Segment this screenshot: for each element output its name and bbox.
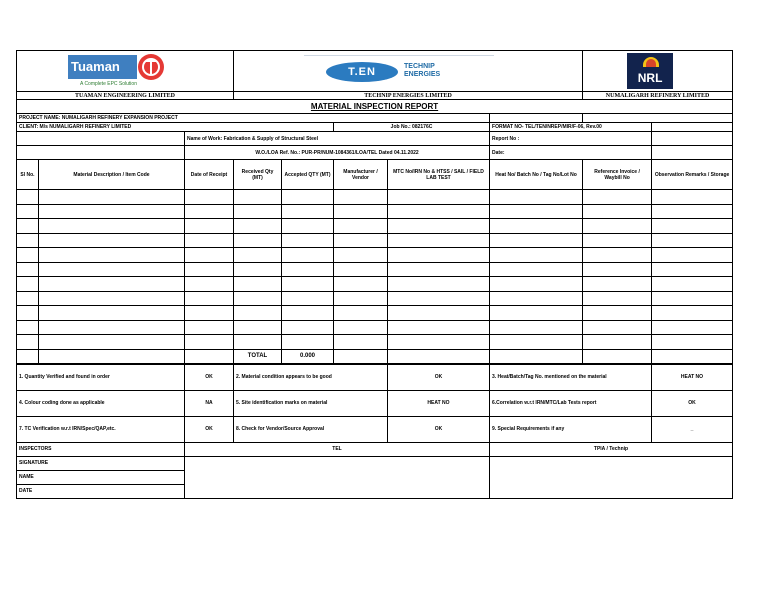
table-cell[interactable] bbox=[282, 219, 334, 234]
table-row bbox=[17, 204, 733, 219]
tuaman-emblem-icon bbox=[138, 54, 164, 80]
table-cell[interactable] bbox=[185, 190, 234, 205]
table-cell[interactable] bbox=[490, 320, 583, 335]
table-cell[interactable] bbox=[583, 306, 652, 321]
table-cell[interactable] bbox=[334, 277, 388, 292]
tel-label: TEL bbox=[185, 442, 490, 456]
table-cell[interactable] bbox=[583, 277, 652, 292]
checklist-row bbox=[17, 364, 733, 390]
table-cell[interactable] bbox=[583, 219, 652, 234]
table-row bbox=[17, 233, 733, 248]
table-row bbox=[17, 277, 733, 292]
column-header: MTC No/IRN No & HTSS / SAIL / FIELD LAB TEST bbox=[388, 160, 490, 190]
table-cell[interactable] bbox=[185, 277, 234, 292]
table-cell[interactable] bbox=[334, 306, 388, 321]
table-cell[interactable] bbox=[334, 320, 388, 335]
table-cell[interactable] bbox=[39, 190, 185, 205]
checklist-item: 5. Site identification marks on material bbox=[234, 390, 388, 416]
table-cell[interactable] bbox=[388, 219, 490, 234]
column-header: Received Qty (MT) bbox=[234, 160, 282, 190]
tuaman-logo-word: Tuaman bbox=[68, 55, 137, 79]
table-cell[interactable] bbox=[185, 248, 234, 263]
table-cell[interactable] bbox=[334, 233, 388, 248]
tel-signoff-box[interactable] bbox=[185, 456, 490, 498]
table-cell[interactable] bbox=[39, 233, 185, 248]
table-cell[interactable] bbox=[334, 248, 388, 263]
table-cell[interactable] bbox=[583, 233, 652, 248]
job-number: Job No.: 082176C bbox=[334, 123, 490, 132]
table-cell[interactable] bbox=[282, 291, 334, 306]
table-cell[interactable] bbox=[583, 291, 652, 306]
tpia-signoff-box[interactable] bbox=[490, 456, 733, 498]
table-cell[interactable] bbox=[490, 335, 583, 350]
table-cell[interactable] bbox=[39, 262, 185, 277]
table-cell[interactable] bbox=[583, 248, 652, 263]
table-cell[interactable] bbox=[388, 233, 490, 248]
table-cell[interactable] bbox=[282, 233, 334, 248]
tuaman-caption: TUAMAN ENGINEERING LIMITED bbox=[17, 92, 234, 100]
table-cell[interactable] bbox=[282, 306, 334, 321]
table-cell[interactable] bbox=[334, 190, 388, 205]
inspection-report-sheet bbox=[16, 50, 732, 499]
table-cell[interactable] bbox=[490, 262, 583, 277]
checklist-item: 4. Colour coding done as applicable bbox=[17, 390, 185, 416]
tuaman-tagline: A Complete EPC Solution bbox=[80, 81, 137, 87]
material-rows bbox=[17, 190, 733, 350]
table-cell[interactable] bbox=[583, 204, 652, 219]
table-cell[interactable] bbox=[39, 277, 185, 292]
table-cell[interactable] bbox=[39, 219, 185, 234]
table-cell[interactable] bbox=[334, 262, 388, 277]
column-header: Heat No/ Batch No / Tag No/Lot No bbox=[490, 160, 583, 190]
table-cell[interactable] bbox=[490, 233, 583, 248]
table-cell[interactable] bbox=[39, 320, 185, 335]
checklist-value: HEAT NO bbox=[388, 390, 490, 416]
checklist-item: 9. Special Requirements if any bbox=[490, 416, 652, 442]
table-cell[interactable] bbox=[185, 262, 234, 277]
project-name: PROJECT NAME: NUMALIGARH REFINERY EXPANSION PROJECT bbox=[17, 114, 490, 123]
table-cell[interactable] bbox=[282, 204, 334, 219]
report-table bbox=[16, 50, 733, 364]
name-label: NAME bbox=[17, 470, 185, 484]
checklist-item: 8. Check for Vendor/Source Approval bbox=[234, 416, 388, 442]
table-cell[interactable] bbox=[39, 204, 185, 219]
table-cell[interactable] bbox=[234, 306, 282, 321]
wo-reference: W.O./LOA Ref. No.: PUR-PR/NUM-1084361/LOA/TEL Dated 04.11.2022 bbox=[185, 146, 490, 160]
report-number: Report No : bbox=[490, 132, 652, 146]
table-cell[interactable] bbox=[282, 190, 334, 205]
table-cell[interactable] bbox=[282, 248, 334, 263]
checklist-value: NA bbox=[185, 390, 234, 416]
report-title: MATERIAL INSPECTION REPORT bbox=[17, 100, 733, 114]
checklist-value: OK bbox=[388, 416, 490, 442]
column-header: Observation Remarks / Storage bbox=[652, 160, 733, 190]
total-label: TOTAL bbox=[234, 349, 282, 363]
table-cell[interactable] bbox=[490, 291, 583, 306]
table-cell[interactable] bbox=[17, 248, 39, 263]
table-cell[interactable] bbox=[388, 320, 490, 335]
table-row bbox=[17, 190, 733, 205]
column-header: Accepted QTY (MT) bbox=[282, 160, 334, 190]
table-cell[interactable] bbox=[234, 335, 282, 350]
table-cell[interactable] bbox=[185, 219, 234, 234]
technip-logo-word: T.EN bbox=[326, 62, 398, 82]
table-cell[interactable] bbox=[17, 190, 39, 205]
inspectors-label: INSPECTORS bbox=[17, 442, 185, 456]
technip-caption: TECHNIP ENERGIES LIMITED bbox=[234, 92, 583, 100]
table-cell[interactable] bbox=[652, 233, 733, 248]
table-cell[interactable] bbox=[583, 190, 652, 205]
nrl-caption: NUMALIGARH REFINERY LIMITED bbox=[583, 92, 733, 100]
date-label: DATE bbox=[17, 484, 185, 498]
checklist-item: 7. TC Verification w.r.t IRN/Spec/QAP,etc. bbox=[17, 416, 185, 442]
checklist-value: OK bbox=[388, 364, 490, 390]
table-cell[interactable] bbox=[388, 335, 490, 350]
table-cell[interactable] bbox=[282, 335, 334, 350]
total-value: 0.000 bbox=[282, 349, 334, 363]
table-cell[interactable] bbox=[17, 320, 39, 335]
table-cell[interactable] bbox=[583, 320, 652, 335]
table-cell[interactable] bbox=[17, 219, 39, 234]
tpia-label: TPIA / Technip bbox=[490, 442, 733, 456]
table-cell[interactable] bbox=[388, 277, 490, 292]
table-cell[interactable] bbox=[17, 335, 39, 350]
table-cell[interactable] bbox=[490, 190, 583, 205]
table-cell[interactable] bbox=[234, 320, 282, 335]
table-cell[interactable] bbox=[652, 204, 733, 219]
table-cell[interactable] bbox=[17, 306, 39, 321]
table-cell[interactable] bbox=[334, 291, 388, 306]
nrl-logo-word: NRL bbox=[627, 53, 673, 89]
checklist-item: 6.Correlation w.r.t IRN/MTC/Lab Tests report bbox=[490, 390, 652, 416]
table-cell[interactable] bbox=[490, 219, 583, 234]
table-cell[interactable] bbox=[490, 277, 583, 292]
table-cell[interactable] bbox=[388, 291, 490, 306]
table-cell[interactable] bbox=[282, 320, 334, 335]
column-header: Manufacturer / Vendor bbox=[334, 160, 388, 190]
table-cell[interactable] bbox=[583, 335, 652, 350]
report-date: Date: bbox=[490, 146, 652, 160]
table-cell[interactable] bbox=[234, 277, 282, 292]
column-header: Material Description / Item Code bbox=[39, 160, 185, 190]
table-cell[interactable] bbox=[185, 335, 234, 350]
signature-label: SIGNATURE bbox=[17, 456, 185, 470]
table-cell[interactable] bbox=[652, 190, 733, 205]
table-cell[interactable] bbox=[17, 277, 39, 292]
table-cell[interactable] bbox=[388, 248, 490, 263]
table-cell[interactable] bbox=[17, 233, 39, 248]
table-cell[interactable] bbox=[652, 291, 733, 306]
table-cell[interactable] bbox=[39, 291, 185, 306]
total-row bbox=[17, 349, 733, 363]
checklist-value: HEAT NO bbox=[652, 364, 733, 390]
table-cell[interactable] bbox=[234, 233, 282, 248]
table-row bbox=[17, 262, 733, 277]
table-row bbox=[17, 291, 733, 306]
table-row bbox=[17, 306, 733, 321]
nrl-logo bbox=[627, 53, 673, 89]
table-cell[interactable] bbox=[234, 248, 282, 263]
client-name: CLIENT: M/s NUMALIGARH REFINERY LIMITED bbox=[17, 123, 334, 132]
checklist-table bbox=[16, 364, 733, 499]
format-number: FORMAT NO- TEL/TEN/NREP/MIR/F-06, Rev.00 bbox=[490, 123, 652, 132]
table-cell[interactable] bbox=[652, 248, 733, 263]
column-header: Date of Receipt bbox=[185, 160, 234, 190]
table-cell[interactable] bbox=[490, 204, 583, 219]
table-cell[interactable] bbox=[234, 190, 282, 205]
table-cell[interactable] bbox=[282, 262, 334, 277]
tuaman-logo-cell bbox=[17, 51, 234, 92]
checklist-item: 3. Heat/Batch/Tag No. mentioned on the material bbox=[490, 364, 652, 390]
table-row bbox=[17, 335, 733, 350]
table-cell[interactable] bbox=[17, 291, 39, 306]
checklist-row bbox=[17, 416, 733, 442]
checklist-item: 1. Quantity Verified and found in order bbox=[17, 364, 185, 390]
checklist-value: OK bbox=[185, 416, 234, 442]
nrl-logo-cell bbox=[583, 51, 733, 92]
table-cell[interactable] bbox=[490, 306, 583, 321]
table-cell[interactable] bbox=[185, 204, 234, 219]
table-cell[interactable] bbox=[334, 219, 388, 234]
table-cell[interactable] bbox=[388, 306, 490, 321]
table-cell[interactable] bbox=[652, 277, 733, 292]
table-cell[interactable] bbox=[652, 262, 733, 277]
table-cell[interactable] bbox=[39, 306, 185, 321]
table-cell[interactable] bbox=[388, 190, 490, 205]
checklist-value: _ bbox=[652, 416, 733, 442]
table-cell[interactable] bbox=[185, 291, 234, 306]
table-cell[interactable] bbox=[583, 262, 652, 277]
table-cell[interactable] bbox=[334, 335, 388, 350]
column-header: Reference Invoice / Waybill No bbox=[583, 160, 652, 190]
table-cell[interactable] bbox=[490, 248, 583, 263]
table-cell[interactable] bbox=[652, 335, 733, 350]
table-cell[interactable] bbox=[185, 233, 234, 248]
table-cell[interactable] bbox=[185, 306, 234, 321]
technip-logo-text: TECHNIP ENERGIES bbox=[404, 63, 441, 78]
name-of-work: Name of Work: Fabrication & Supply of Structural Steel bbox=[185, 132, 490, 146]
column-header: Sl No. bbox=[17, 160, 39, 190]
table-cell[interactable] bbox=[234, 291, 282, 306]
table-cell[interactable] bbox=[652, 219, 733, 234]
table-cell[interactable] bbox=[388, 204, 490, 219]
table-cell[interactable] bbox=[652, 320, 733, 335]
table-row bbox=[17, 248, 733, 263]
table-cell[interactable] bbox=[185, 320, 234, 335]
table-cell[interactable] bbox=[39, 248, 185, 263]
table-cell[interactable] bbox=[234, 219, 282, 234]
table-cell[interactable] bbox=[39, 335, 185, 350]
table-row bbox=[17, 320, 733, 335]
checklist-item: 2. Material condition appears to be good bbox=[234, 364, 388, 390]
table-row bbox=[17, 219, 733, 234]
table-cell[interactable] bbox=[388, 262, 490, 277]
table-cell[interactable] bbox=[334, 204, 388, 219]
table-cell[interactable] bbox=[282, 277, 334, 292]
technip-logo bbox=[326, 62, 476, 82]
checklist-value: OK bbox=[652, 390, 733, 416]
table-cell[interactable] bbox=[17, 262, 39, 277]
checklist-row bbox=[17, 390, 733, 416]
tuaman-logo bbox=[68, 55, 172, 87]
table-cell[interactable] bbox=[234, 204, 282, 219]
table-cell[interactable] bbox=[17, 204, 39, 219]
table-cell[interactable] bbox=[652, 306, 733, 321]
column-header-row bbox=[17, 160, 733, 190]
technip-logo-cell bbox=[234, 51, 583, 92]
checklist-value: OK bbox=[185, 364, 234, 390]
table-cell[interactable] bbox=[234, 262, 282, 277]
